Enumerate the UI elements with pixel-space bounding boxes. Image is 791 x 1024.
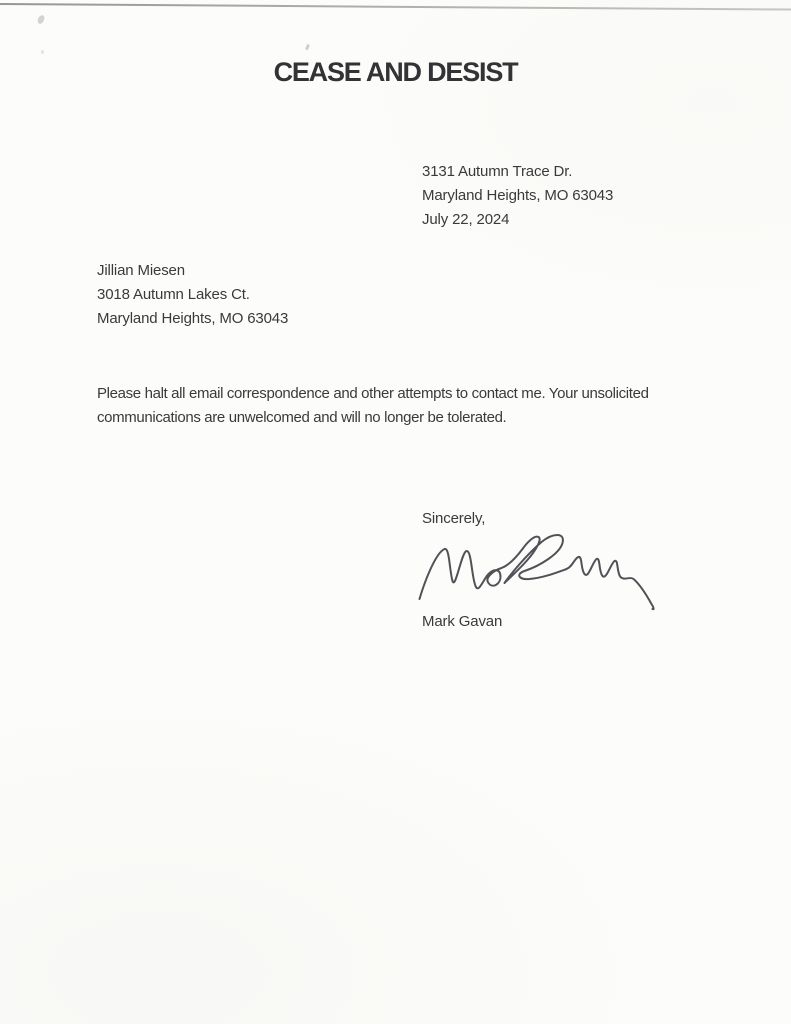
handwritten-signature-icon bbox=[413, 524, 656, 619]
recipient-name: Jillian Miesen bbox=[97, 262, 185, 279]
scanner-edge-line bbox=[0, 3, 791, 10]
closing-salutation: Sincerely, bbox=[422, 510, 486, 527]
scan-speck bbox=[41, 50, 44, 54]
signer-name: Mark Gavan bbox=[422, 613, 503, 630]
letter-date: July 22, 2024 bbox=[422, 211, 510, 228]
recipient-address-line-2: Maryland Heights, MO 63043 bbox=[97, 310, 289, 327]
scan-speck bbox=[305, 44, 310, 50]
sender-address-line-2: Maryland Heights, MO 63043 bbox=[422, 187, 614, 204]
scan-speck bbox=[37, 14, 45, 24]
sender-address-block bbox=[422, 160, 613, 232]
letter-body: Please halt all email correspondence and other attempts to contact me. Your unsolicited communications are unwelcomed and will no longer be tolerated. bbox=[97, 385, 649, 426]
recipient-address-line-1: 3018 Autumn Lakes Ct. bbox=[97, 286, 250, 303]
recipient-address-block bbox=[97, 259, 288, 331]
letter-title: CEASE AND DESIST bbox=[273, 57, 518, 87]
sender-address-line-1: 3131 Autumn Trace Dr. bbox=[422, 163, 573, 180]
